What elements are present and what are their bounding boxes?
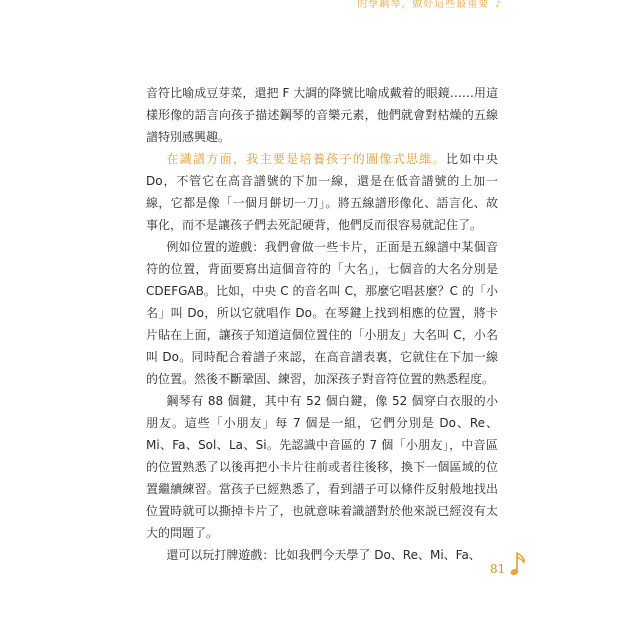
body-text (146, 82, 498, 566)
running-header (357, 0, 502, 10)
running-header-title: 的學鋼琴，做好這些最重要 (357, 0, 490, 10)
paragraph-1-text: 音符比喻成豆芽菜，還把 F 大調的降號比喻成戴着的眼鏡……用這樣形像的語言向孩子描述鋼琴的音樂元素，他們就會對枯燥的五線譜特別感興趣。 (146, 86, 498, 144)
paragraph-5-text: 還可以玩打牌遊戲：比如我們今天學了 Do、Re、Mi、Fa、 (166, 548, 481, 562)
paragraph-2-highlight: 在識譜方面，我主要是培養孩子的圖像式思維。 (166, 152, 447, 166)
header-music-note-icon: ♪ (495, 0, 502, 10)
paragraph-4 (146, 390, 498, 544)
paragraph-3 (146, 236, 498, 390)
paragraph-1 (146, 82, 498, 148)
paragraph-3-text: 例如位置的遊戲：我們會做一些卡片，正面是五線譜中某個音符的位置，背面要寫出這個音符的「大名」，七個音的大名分別是 CDEFGAB。比如，中央 C 的音名叫 C，那麼它唱甚麼？C 的「小名」叫 Do，所以它就唱作 Do。在琴鍵上找到相應的位置，將卡片貼在上面，讓孩子知道這個位置住的「小朋友」大名叫 C，小名叫 Do。同時配合着譜子來認，在高音譜表裏，它就住在下加一線的位置。然後不斷鞏固、練習，加深孩子對音符位置的熟悉程度。 (146, 240, 498, 386)
paragraph-4-text: 鋼琴有 88 個鍵，其中有 52 個白鍵，像 52 個穿白衣服的小朋友。這些「小朋友」每 7 個是一組，它們分別是 Do、Re、Mi、Fa、Sol、La、Si。先認識中音區的 7 個「小朋友」，中音區的位置熟悉了以後再把小卡片往前或者往後移，換下一個區域的位置繼續練習。當孩子已經熟悉了，看到譜子可以條件反射般地找出位置時就可以撕掉卡片了，也就意味着識譜對於他來説已經沒有太大的問題了。 (146, 394, 498, 540)
paragraph-2-text: 比如中央 Do，不管它在高音譜號的下加一線，還是在低音譜號的上加一線，它都是像「一個月餅切一刀」。將五線譜形像化、語言化、故事化，而不是讓孩子們去死記硬背，他們反而很容易就記住了。 (146, 152, 498, 232)
paragraph-5 (146, 544, 498, 566)
paragraph-2 (146, 148, 498, 236)
music-note-icon (510, 549, 528, 579)
page-number: 81 (490, 562, 506, 576)
